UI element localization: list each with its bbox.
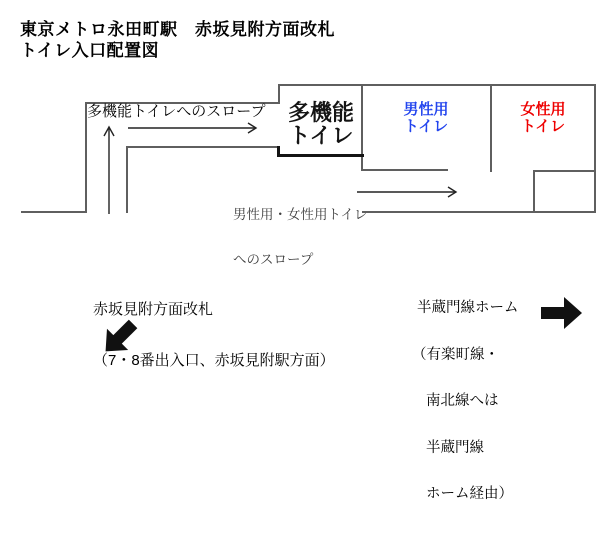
wall-corner-box-top: [533, 170, 596, 172]
womens-toilet-label: [491, 84, 595, 135]
mens-toilet-label: [362, 84, 490, 135]
multi-ramp-label: 多機能トイレへのスロープ: [87, 103, 266, 120]
page-title-line1: 東京メトロ永田町駅 赤坂見附方面改札: [20, 20, 335, 39]
gate-annotation-line2: （7・8番出入口、赤坂見附駅方面）: [93, 352, 335, 369]
page-title-line2: トイレ入口配置図: [20, 41, 160, 60]
wall-entrance: [21, 211, 87, 213]
ramp-up-arrow-icon: [101, 122, 117, 217]
hanzomon-annotation-line2: （有楽町線・: [412, 346, 499, 363]
wall-multi-bottom: [277, 154, 364, 157]
wall-ramp2-left: [126, 146, 128, 213]
mens-toilet-label-line2: トイレ: [403, 118, 449, 135]
womens-toilet-label-line2: トイレ: [520, 118, 566, 135]
hanzomon-annotation: [412, 270, 519, 534]
multi-function-toilet-label-line2: トイレ: [288, 123, 354, 148]
wall-bottom: [362, 211, 596, 213]
womens-toilet-label-line1: 女性用: [520, 101, 566, 118]
multi-function-toilet-label-line1: 多機能: [287, 100, 354, 125]
mens-womens-ramp-label-line2: へのスロープ: [233, 252, 314, 267]
multi-ramp-right-arrow-icon: [124, 120, 264, 136]
wall-ramp2-top: [126, 146, 279, 148]
wall-mens-bottom: [361, 169, 448, 171]
hanzomon-annotation-line1: 半蔵門線ホーム: [417, 300, 519, 316]
multi-function-toilet-label: [278, 84, 364, 147]
mens-womens-ramp-right-arrow-icon: [354, 184, 464, 200]
mens-womens-ramp-label-line1: 男性用・女性用トイレ: [233, 207, 368, 222]
hanzomon-annotation-line4: 半蔵門線: [426, 439, 484, 456]
wall-corner-box-left: [533, 170, 535, 213]
hanzomon-annotation-line5: ホーム経由）: [426, 486, 513, 502]
hanzomon-annotation-line3: 南北線へは: [426, 393, 499, 409]
gate-annotation-line1: 赤坂見附方面改札: [93, 301, 214, 318]
hanzomon-direction-right-arrow-icon: [541, 294, 583, 332]
mens-toilet-label-line1: 男性用: [403, 101, 449, 118]
